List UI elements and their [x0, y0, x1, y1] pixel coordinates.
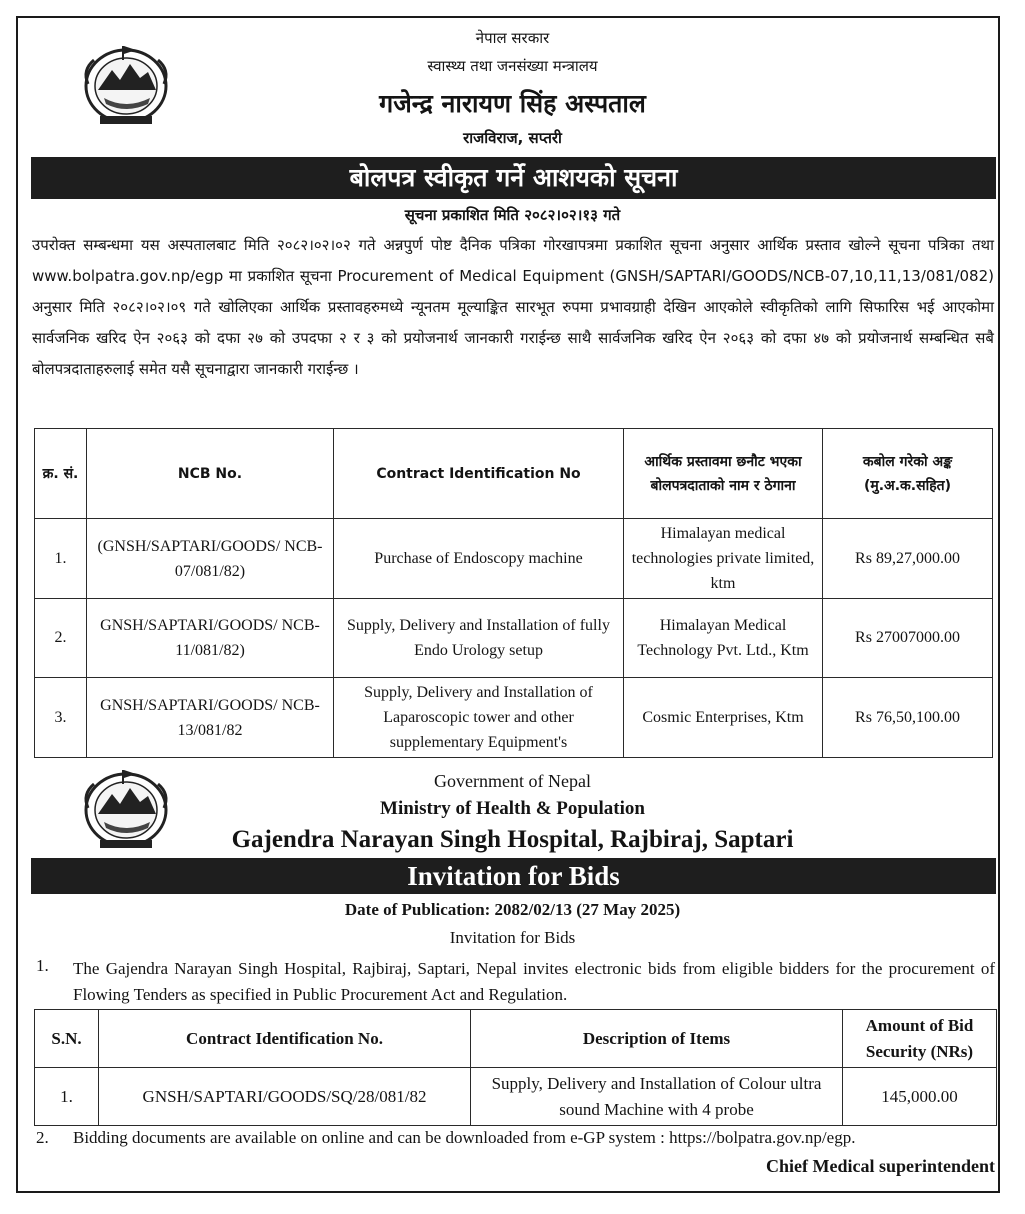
- en-col-description: Description of Items: [471, 1010, 843, 1068]
- en-ministry-label: Ministry of Health & Population: [380, 798, 645, 819]
- en-publication-date: Date of Publication: 2082/02/13 (27 May 2025): [344, 900, 681, 919]
- en-hospital-title: Gajendra Narayan Singh Hospital, Rajbiraj, Saptari: [231, 826, 794, 853]
- np-cell-amount: Rs 76,50,100.00: [823, 678, 993, 758]
- np-col-bidder: आर्थिक प्रस्तावमा छनौट भएका बोलपत्रदाताको नाम र ठेगाना: [624, 429, 823, 519]
- en-col-bid-security: Amount of Bid Security (NRs): [843, 1010, 997, 1068]
- np-cell-bidder: Himalayan medical technologies private limited, ktm: [624, 519, 823, 599]
- np-col-ncb: NCB No.: [87, 429, 334, 519]
- signature-title: Chief Medical superintendent: [766, 1156, 995, 1176]
- np-cell-ncb: GNSH/SAPTARI/GOODS/ NCB-13/081/82: [87, 678, 334, 758]
- np-body-paragraph: उपरोक्त सम्बन्धमा यस अस्पतालबाट मिति २०८२।०२।०२ गते अन्नपुर्ण पोष्ट दैनिक पत्रिका गोरखापत्रमा प्रकाशित सूचना अनुसार आर्थिक प्रस्ताव खोल्ने सूचना पत्रिका तथा www.bolpatra.gov.np/egp मा प्रकाशित सूचना Procurement of Medical Equipment (GNSH/SAPTARI/GOODS/NCB-07,10,11,13/081/082) अनुसार मिति २०८२।०२।०९ गते खोलिएका आर्थिक प्रस्तावहरुमध्ये न्यूनतम मूल्याङ्कित सारभूत रुपमा प्रभावग्राही देखिन आएकोले स्वीकृतिको लागि सिफारिस भई आएकोमा सार्वजनिक खरिद ऐन २०६३ को दफा २७ को उपदफा २ र ३ को प्रयोजनार्थ जानकारी गराईन्छ साथै सार्वजनिक खरिद ऐन २०६३ को दफा ४७ को प्रयोजनार्थ सम्बन्धित सबै बोलपत्रदाताहरुलाई समेत यसै सूचनाद्वारा जानकारी गराईन्छ ।: [32, 236, 994, 378]
- en-point-1-text: The Gajendra Narayan Singh Hospital, Rajbiraj, Saptari, Nepal invites electronic bids from eligible bidders for the procurement of Flowing Tenders as specified in Public Procurement Act and Regulation.: [73, 959, 995, 1004]
- np-gov-label: नेपाल सरकार: [475, 29, 550, 47]
- table-row: [35, 678, 993, 758]
- np-cell-sn: 3.: [35, 678, 87, 758]
- np-cell-contract: Purchase of Endoscopy machine: [334, 519, 624, 599]
- en-cell-sn: 1.: [35, 1068, 99, 1126]
- en-col-sn: S.N.: [35, 1010, 99, 1068]
- np-cell-sn: 1.: [35, 519, 87, 599]
- np-award-table: [34, 428, 993, 758]
- np-publication-date: सूचना प्रकाशित मिति २०८२।०२।१३ गते: [404, 206, 621, 224]
- en-col-contract-id: Contract Identification No.: [99, 1010, 471, 1068]
- en-subtitle: Invitation for Bids: [449, 928, 576, 947]
- np-cell-ncb: GNSH/SAPTARI/GOODS/ NCB-11/081/82): [87, 599, 334, 678]
- np-cell-amount: Rs 89,27,000.00: [823, 519, 993, 599]
- np-cell-bidder: Himalayan Medical Technology Pvt. Ltd., Ktm: [624, 599, 823, 678]
- np-cell-contract: Supply, Delivery and Installation of fully Endo Urology setup: [334, 599, 624, 678]
- np-cell-contract: Supply, Delivery and Installation of Laparoscopic tower and other supplementary Equipment's: [334, 678, 624, 758]
- np-location-label: राजविराज, सप्तरी: [463, 129, 562, 147]
- en-bid-table: [34, 1009, 997, 1126]
- en-cell-contract: GNSH/SAPTARI/GOODS/SQ/28/081/82: [99, 1068, 471, 1126]
- np-cell-amount: Rs 27007000.00: [823, 599, 993, 678]
- en-point-2-text: Bidding documents are available on online and can be downloaded from e-GP system : https://bolpatra.gov.np/egp.: [73, 1128, 856, 1147]
- en-table-header-row: [35, 1010, 997, 1068]
- np-ministry-label: स्वास्थ्य तथा जनसंख्या मन्त्रालय: [427, 57, 598, 75]
- np-col-amount: कबोल गरेको अङ्क (मु.अ.क.सहित): [823, 429, 993, 519]
- np-col-sn: क्र. सं.: [35, 429, 87, 519]
- np-cell-bidder: Cosmic Enterprises, Ktm: [624, 678, 823, 758]
- en-point-2-number: 2.: [36, 1128, 49, 1147]
- np-cell-sn: 2.: [35, 599, 87, 678]
- np-col-contract-id: Contract Identification No: [334, 429, 624, 519]
- en-invitation-banner: Invitation for Bids: [31, 858, 996, 894]
- np-notice-banner: बोलपत्र स्वीकृत गर्ने आशयको सूचना: [31, 157, 996, 199]
- table-row: [35, 1068, 997, 1126]
- table-row: [35, 599, 993, 678]
- table-row: [35, 519, 993, 599]
- np-hospital-title: गजेन्द्र नारायण सिंह अस्पताल: [379, 89, 646, 118]
- en-point-1-number: 1.: [36, 956, 49, 975]
- np-table-header-row: [35, 429, 993, 519]
- en-gov-label: Government of Nepal: [434, 771, 591, 791]
- en-cell-bid-security: 145,000.00: [843, 1068, 997, 1126]
- np-cell-ncb: (GNSH/SAPTARI/GOODS/ NCB-07/081/82): [87, 519, 334, 599]
- en-cell-description: Supply, Delivery and Installation of Colour ultra sound Machine with 4 probe: [471, 1068, 843, 1126]
